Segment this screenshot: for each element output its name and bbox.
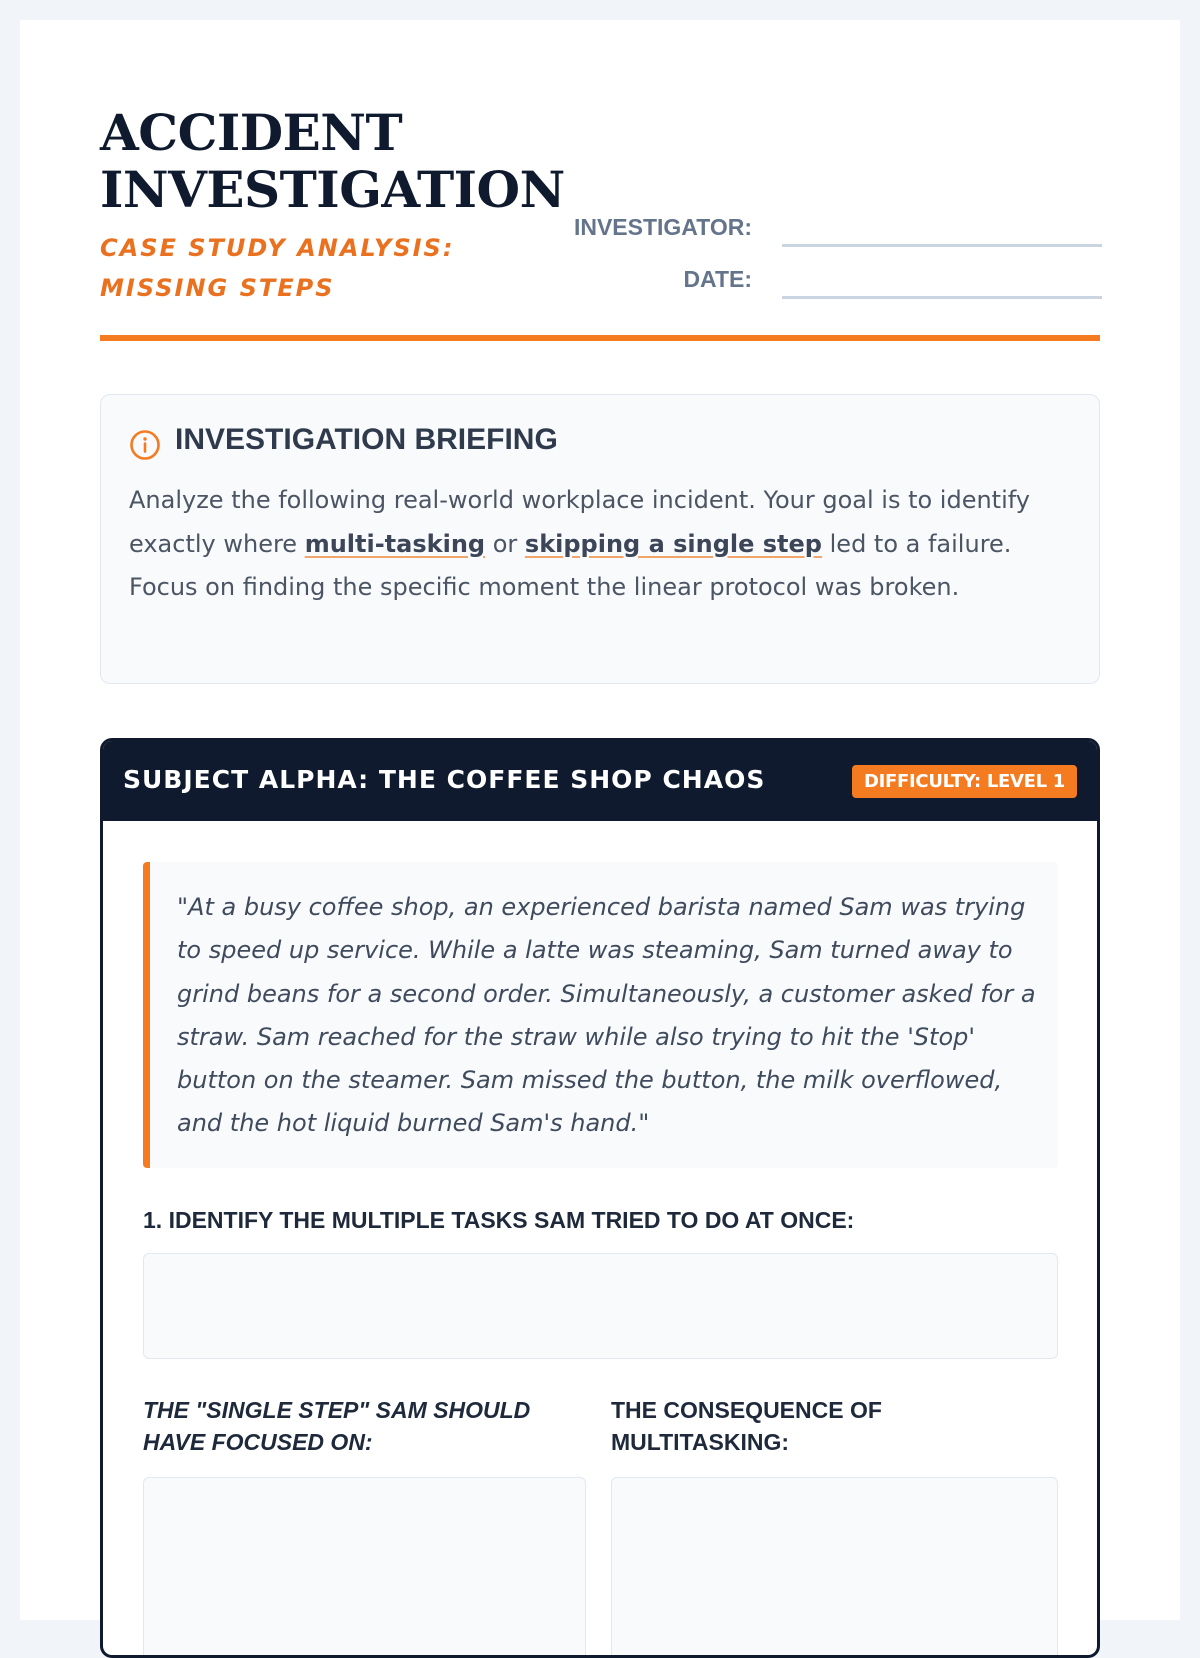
briefing-text-part-1: Analyze the following real-world workplace incident. Your goal is to identify exactly where (129, 486, 1030, 558)
investigator-label: INVESTIGATOR: (573, 214, 752, 240)
case-header (103, 741, 1097, 821)
case-card (100, 738, 1100, 1658)
header-divider (100, 335, 1100, 341)
question-2-answer-box[interactable] (143, 1477, 586, 1658)
difficulty-badge: DIFFICULTY: LEVEL 1 (852, 765, 1077, 798)
worksheet-page (20, 20, 1180, 1620)
page-title (100, 104, 565, 218)
date-field[interactable] (782, 296, 1102, 299)
page-subtitle-line-1: CASE STUDY ANALYSIS: (100, 234, 455, 262)
briefing-heading: INVESTIGATION BRIEFING (175, 423, 558, 456)
emphasis-skipping-step: skipping a single step (524, 529, 822, 558)
case-narrative (143, 862, 1058, 1168)
question-1-label: 1. IDENTIFY THE MULTIPLE TASKS SAM TRIED TO DO AT ONCE: (143, 1207, 855, 1233)
date-label: DATE: (683, 266, 752, 292)
question-1-answer-box[interactable] (143, 1253, 1058, 1359)
investigator-field[interactable] (782, 244, 1102, 247)
briefing-text-part-3: led to a failure. Focus on finding the specific moment the linear protocol was broken. (129, 529, 1012, 601)
briefing-panel (100, 394, 1100, 684)
briefing-text (129, 479, 1059, 610)
question-3-answer-box[interactable] (611, 1477, 1058, 1658)
case-title: SUBJECT ALPHA: THE COFFEE SHOP CHAOS (123, 765, 766, 794)
question-3-label: THE CONSEQUENCE OF MULTITASKING: (611, 1397, 882, 1455)
emphasis-multitasking: multi-tasking (304, 529, 486, 558)
page-title-line-1: ACCIDENT (100, 103, 403, 162)
page-subtitle-line-2: MISSING STEPS (100, 274, 335, 302)
briefing-text-part-2: or (485, 529, 525, 558)
page-title-line-2: INVESTIGATION (100, 160, 565, 219)
question-2-label: THE "SINGLE STEP" SAM SHOULD HAVE FOCUSED ON: (143, 1397, 531, 1455)
case-narrative-text: "At a busy coffee shop, an experienced barista named Sam was trying to speed up service. While a latte was steaming, Sam turned away to grind beans for a second order. Simultaneously, a customer asked for a straw. Sam reached for the straw while also trying to hit the 'Stop' button on the steamer. Sam missed the button, the milk overflowed, and the hot liquid burned Sam's hand." (177, 893, 1036, 1138)
page-subtitle (100, 228, 520, 308)
info-icon (129, 429, 161, 461)
